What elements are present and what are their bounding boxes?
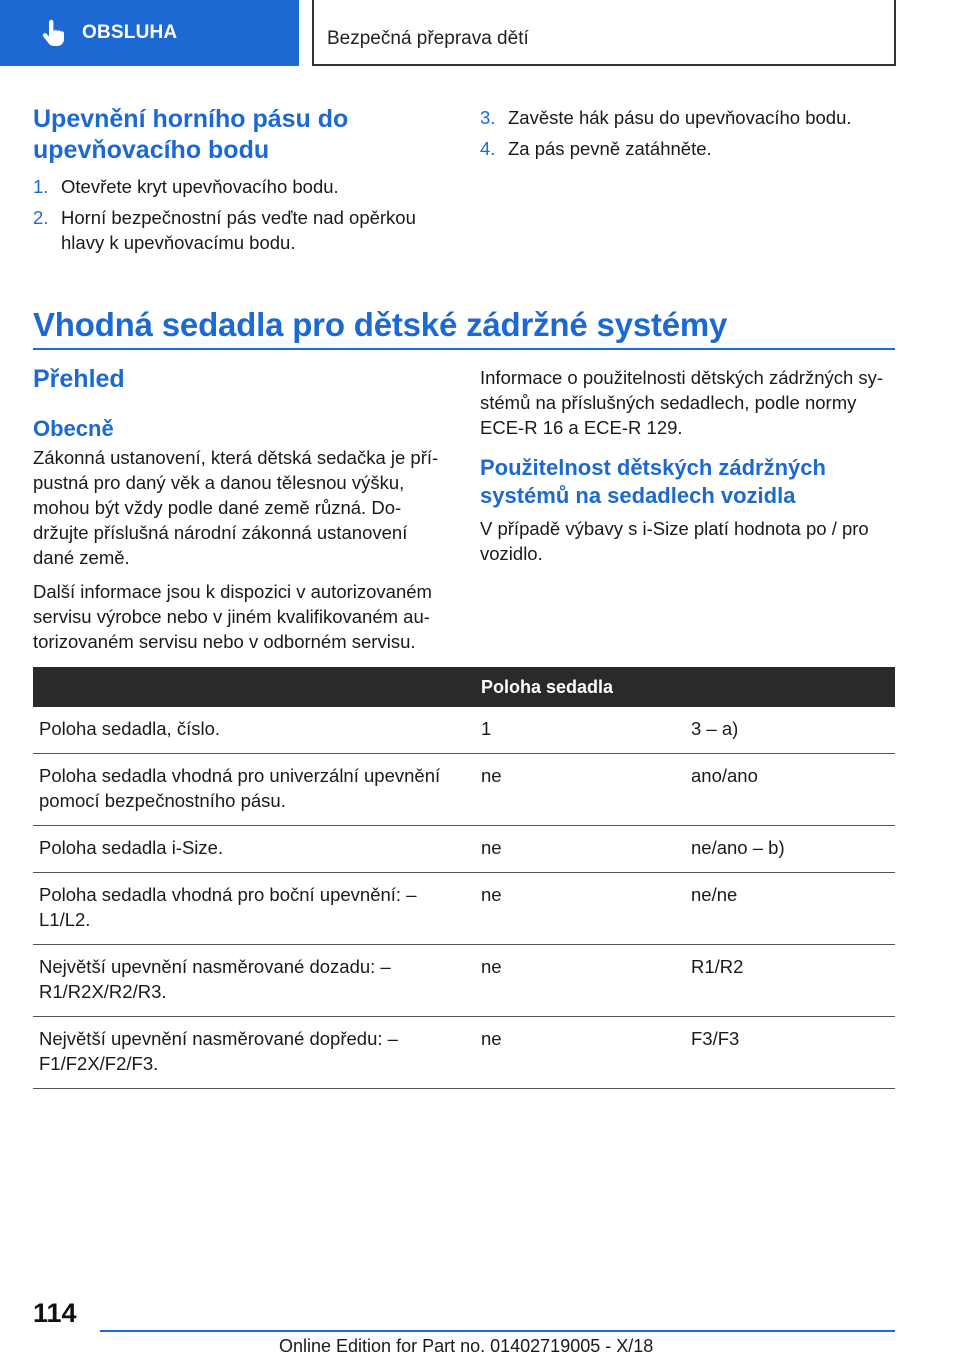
overview-section [33, 364, 448, 654]
edition-text: Online Edition for Part no. 01402719005 - X/18 [279, 1336, 654, 1356]
table-cell: ano/ano [685, 754, 895, 826]
mounting-section [33, 104, 448, 261]
table-cell: ne/ne [685, 873, 895, 945]
list-item: 1. Otevřete kryt upevňovacího bodu. [33, 176, 339, 197]
footer-divider [100, 1330, 895, 1332]
table-cell: Největší upevnění nasměrované dopředu: – F1/F2X/F2/F3. [33, 1017, 475, 1089]
table-cell: ne [475, 1017, 685, 1089]
section-tab[interactable] [0, 0, 299, 66]
general-paragraph-2: Další informace jsou k dispozici v autorizovaném servisu výrobce nebo v jiném kvalifikovaném autorizovaném servisu nebo v odborném servisu. [33, 581, 432, 652]
list-item: 4. Za pás pevně zatáhněte. [480, 138, 712, 159]
list-item: 3. Zavěste hák pásu do upevňovacího bodu. [480, 107, 852, 128]
general-paragraph-1: Zákonná ustanovení, která dětská sedačka je přípustná pro daný věk a danou tělesnou výšku, mohou být vždy podle dané země různá. Dodržujte příslušná národní zákonná ustanovení dané země. [33, 447, 439, 568]
heading-divider [33, 348, 895, 350]
table-cell: 1 [475, 707, 685, 754]
page-number: 114 [33, 1298, 77, 1328]
table-cell: Poloha sedadla vhodná pro boční upevnění: – L1/L2. [33, 873, 475, 945]
main-heading: Vhodná sedadla pro dětské zádržné systémy [33, 306, 728, 343]
list-item: 2. Horní bezpečnostní pás veďte nad opěrkou hlavy k upevňovacímu bodu. [33, 207, 416, 253]
steps-list-right [480, 105, 898, 161]
mounting-section-cont [480, 105, 898, 167]
page-header [0, 0, 960, 66]
steps-list-left [33, 174, 448, 255]
section-label: OBSLUHA [82, 22, 178, 43]
table-cell: Poloha sedadla, číslo. [33, 707, 475, 754]
table-cell: Největší upevnění nasměrované dozadu: – R1/R2X/R2/R3. [33, 945, 475, 1017]
table-cell: ne [475, 873, 685, 945]
table-cell: ne [475, 754, 685, 826]
usability-paragraph: V případě výbavy s i-Size platí hodnota po / pro vozidlo. [480, 518, 869, 564]
seat-position-table [33, 667, 895, 1089]
table-header-cell [33, 667, 475, 707]
table-row [33, 1017, 895, 1089]
overview-heading: Přehled [33, 365, 125, 393]
table-header-cell: Poloha sedadla [475, 667, 895, 707]
table-row [33, 873, 895, 945]
table-cell: Poloha sedadla i-Size. [33, 826, 475, 873]
table-row [33, 826, 895, 873]
table-cell: ne [475, 945, 685, 1017]
mounting-heading: Upevnění horního pásu do upevňovacího bodu [33, 105, 349, 164]
general-subheading: Obecně [33, 416, 114, 441]
table-cell: F3/F3 [685, 1017, 895, 1089]
table-cell: ne/ano – b) [685, 826, 895, 873]
table-row [33, 945, 895, 1017]
hand-pointer-icon [38, 18, 68, 48]
table-row [33, 754, 895, 826]
page-title: Bezpečná přeprava dětí [312, 0, 896, 66]
table-cell: R1/R2 [685, 945, 895, 1017]
usability-intro: Informace o použitelnosti dětských zádržných systémů na příslušných sedadlech, podle normy ECE-R 16 a ECE-R 129. [480, 367, 884, 438]
table-cell: Poloha sedadla vhodná pro univerzální upevnění pomocí bezpečnostního pásu. [33, 754, 475, 826]
table-row [33, 707, 895, 754]
table-header-row [33, 667, 895, 707]
usability-section [480, 365, 898, 566]
table-cell: ne [475, 826, 685, 873]
table-cell: 3 – a) [685, 707, 895, 754]
usability-heading: Použitelnost dětských zádržných systémů na sedadlech vozidla [480, 455, 826, 508]
